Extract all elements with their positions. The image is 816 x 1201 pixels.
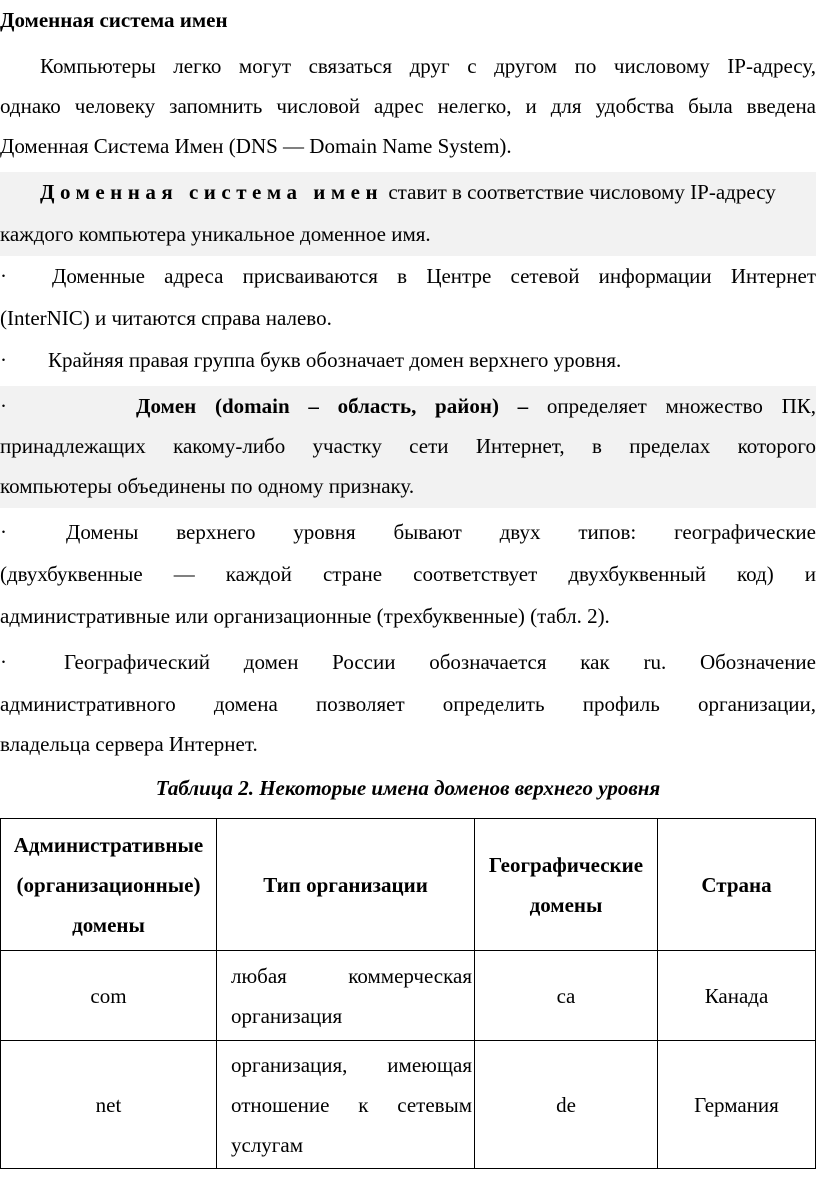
table-row <box>1 1041 816 1169</box>
section-heading: Доменная система имен <box>0 8 228 32</box>
paragraph-line: каждого компьютера уникальное доменное имя. <box>0 222 431 246</box>
header-country: Страна <box>658 819 816 951</box>
table-row <box>1 951 816 1041</box>
paragraph-line: принадлежащих какому-либо участку сети Интернет, в пределах которого <box>0 434 816 458</box>
domain-term: Домен (domain – область, район) – <box>136 394 529 418</box>
bullet-text: Домены верхнего уровня бывают двух типов: географические <box>66 520 816 544</box>
header-admin-domains: Административные (организационные) домены <box>1 819 217 951</box>
paragraph-line: компьютеры объединены по одному признаку. <box>0 474 415 498</box>
definition-line <box>40 172 816 212</box>
cell-geo-domain: ca <box>475 951 658 1041</box>
bullet-dot: · <box>0 394 7 418</box>
paragraph-line: (InterNIC) и читаются справа налево. <box>0 306 332 330</box>
cell-org-type: организация, имеющая отношение к сетевым услугам <box>217 1041 475 1169</box>
cell-country: Германия <box>658 1041 816 1169</box>
bullet-dot: · <box>0 520 7 544</box>
table-caption: Таблица 2. Некоторые имена доменов верхнего уровня <box>155 776 661 800</box>
paragraph-line: Компьютеры легко могут связаться друг с другом по числовому IP-адресу, <box>40 54 816 78</box>
bullet-text <box>136 386 816 426</box>
definition-text: ставит в соответствие числовому IP-адресу <box>388 180 776 204</box>
bullet-dot: · <box>0 348 7 372</box>
header-geo-domains: Географические домены <box>475 819 658 951</box>
bullet-dot: · <box>0 650 7 674</box>
cell-org-type: любая коммерческая организация <box>217 951 475 1041</box>
cell-geo-domain: de <box>475 1041 658 1169</box>
paragraph-line: Доменная Система Имен (DNS — Domain Name System). <box>0 134 512 158</box>
paragraph-line: административные или организационные (трехбуквенные) (табл. 2). <box>0 604 610 628</box>
paragraph-line: административного домена позволяет определить профиль организации, <box>0 692 816 716</box>
domain-definition: определяет множество ПК, <box>546 394 816 418</box>
table-header-row <box>1 819 816 951</box>
domains-table <box>0 818 816 1169</box>
definition-term: Доменная система имен <box>40 180 384 204</box>
bullet-text: Географический домен России обозначается как ru. Обозначение <box>64 650 816 674</box>
paragraph-line: (двухбуквенные — каждой стране соответствует двухбуквенный код) и <box>0 562 816 586</box>
cell-country: Канада <box>658 951 816 1041</box>
header-org-type: Тип организации <box>217 819 475 951</box>
paragraph-line: владельца сервера Интернет. <box>0 732 258 756</box>
bullet-text: Доменные адреса присваиваются в Центре сетевой информации Интернет <box>52 264 816 288</box>
bullet-dot: · <box>0 264 7 288</box>
cell-admin-domain: com <box>1 951 217 1041</box>
cell-admin-domain: net <box>1 1041 217 1169</box>
paragraph-line: однако человеку запомнить числовой адрес нелегко, и для удобства была введена <box>0 94 816 118</box>
bullet-text: Крайняя правая группа букв обозначает домен верхнего уровня. <box>48 348 622 372</box>
